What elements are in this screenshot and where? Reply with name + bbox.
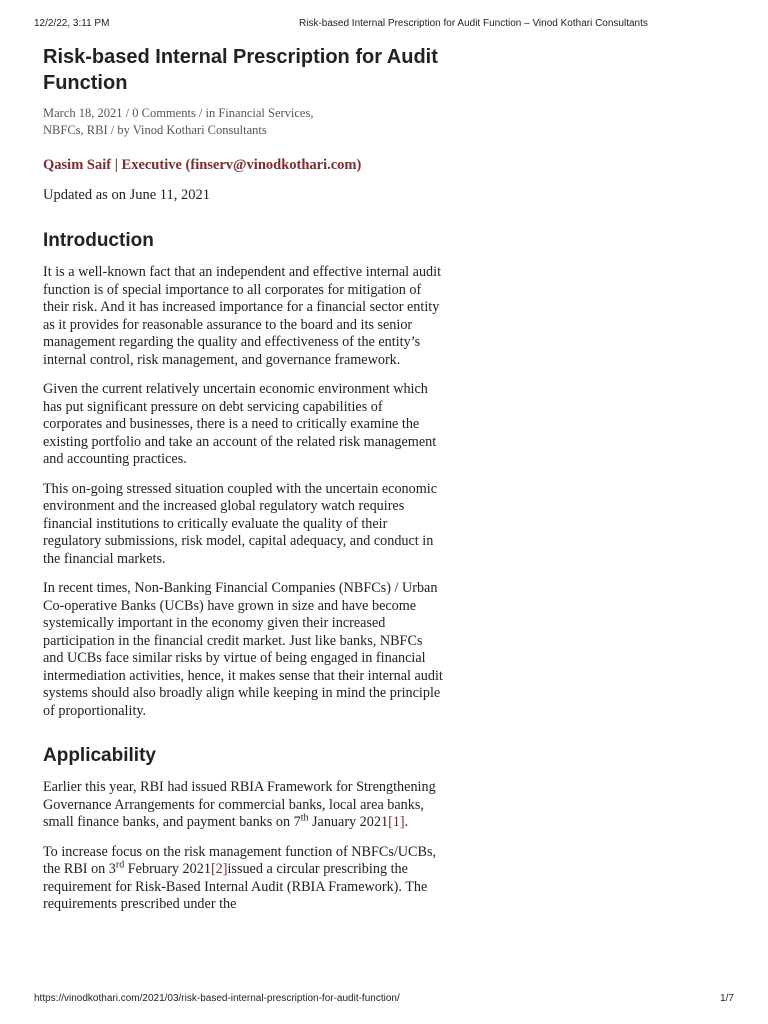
intro-paragraph-1: It is a well-known fact that an independent and effective internal audit function is of special importance to all corporates for mitigation of their risk. And it has increased importance for a financial sector entity as it provides for reasonable assurance to the board and its senior management regarding the quality and effectiveness of the entity’s internal control, risk management, and governance framework.: [43, 264, 442, 368]
intro-paragraph-2: Given the current relatively uncertain economic environment which has put significant pressure on debt servicing capabilities of corporates and businesses, there is a need to critically examine the existing portfolio and take an account of the related risk management and accounting practices.: [43, 381, 437, 467]
intro-paragraph-4: In recent times, Non-Banking Financial Companies (NBFCs) / Urban Co-operative Banks (UCBs) have grown in size and have become systemically important in the economy given their increased participation in the financial credit market. Just like banks, NBFCs and UCBs face similar risks by virtue of being engaged in financial intermediation activities, hence, it makes sense that their internal audit systems should also broadly align while keeping in mind the principle of proportionality.: [43, 580, 443, 719]
applicability-heading: Applicability: [43, 745, 156, 766]
byline: Qasim Saif | Executive (finserv@vinodkothari.com): [43, 157, 362, 173]
applicability-paragraph-2: To increase focus on the risk management function of NBFCs/UCBs, the RBI on 3rd February 2021[2]issued a circular prescribing the requirement for Risk-Based Internal Audit (RBIA Framework). The requirements prescribed under the: [43, 843, 437, 912]
article-meta: March 18, 2021 / 0 Comments / in Financial Services, NBFCs, RBI / by Vinod Kothari Consultants: [43, 106, 314, 137]
introduction-heading: Introduction: [43, 230, 154, 251]
print-datetime: 12/2/22, 3:11 PM: [34, 18, 110, 29]
post-date: March 18, 2021: [43, 106, 123, 120]
article-title: Risk-based Internal Prescription for Audit Function: [43, 46, 438, 94]
author-link[interactable]: Vinod Kothari Consultants: [132, 123, 267, 137]
intro-paragraph-3: This on-going stressed situation coupled with the uncertain economic environment and the increased global regulatory watch requires financial institutions to critically evaluate the quality of their regulatory submissions, risk model, capital adequacy, and conduct in the financial markets.: [43, 480, 438, 567]
category-link-nbfcs[interactable]: NBFCs: [43, 123, 81, 137]
category-link-rbi[interactable]: RBI: [86, 123, 108, 137]
footnote-link-1[interactable]: [1]: [388, 814, 405, 830]
comments-link[interactable]: 0 Comments: [132, 106, 196, 120]
category-link-financial-services[interactable]: Financial Services: [218, 106, 311, 120]
updated-note: Updated as on June 11, 2021: [43, 187, 210, 203]
print-header: [34, 18, 734, 32]
article: [43, 44, 443, 914]
print-doc-title: Risk-based Internal Prescription for Audit Function – Vinod Kothari Consultants: [299, 18, 648, 29]
applicability-paragraph-1: Earlier this year, RBI had issued RBIA Framework for Strengthening Governance Arrangements for commercial banks, local area banks, small finance banks, and payment banks on 7th January 2021[1].: [43, 779, 436, 830]
page-number: 1/7: [720, 993, 734, 1004]
footnote-link-2[interactable]: [2]: [210, 861, 228, 877]
print-footer: [34, 993, 734, 1007]
print-url: https://vinodkothari.com/2021/03/risk-based-internal-prescription-for-audit-function/: [34, 993, 400, 1004]
